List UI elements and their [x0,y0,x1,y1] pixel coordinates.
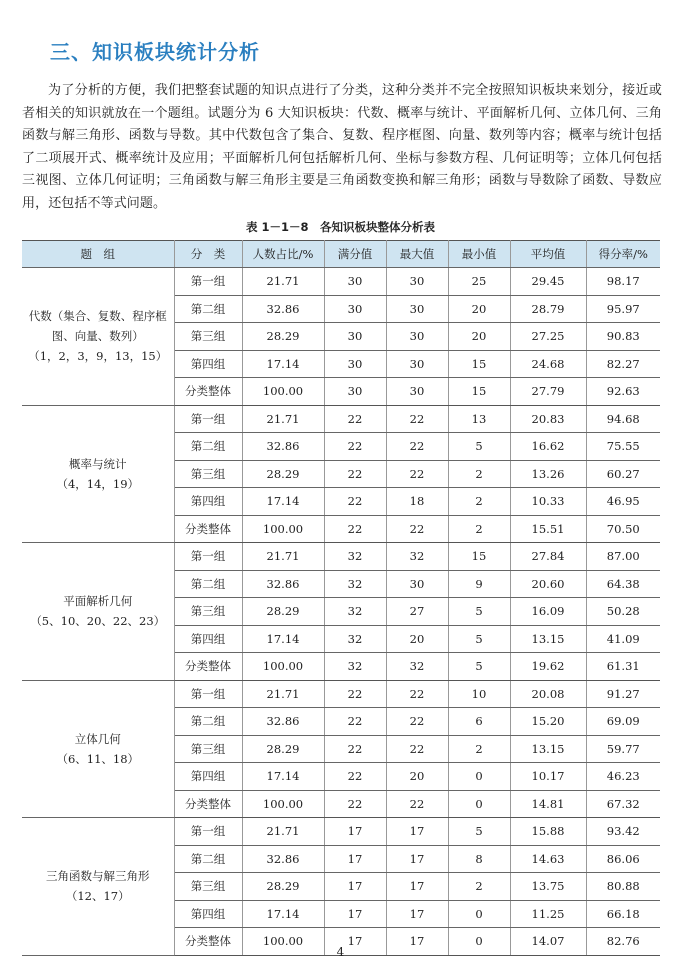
cell-rate: 59.77 [586,735,660,763]
cell-min: 13 [448,405,510,433]
cell-min: 15 [448,350,510,378]
cell-mean: 20.83 [510,405,586,433]
cell-rate: 66.18 [586,900,660,928]
section-heading: 三、知识板块统计分析 [50,40,260,64]
cell-full: 32 [324,625,386,653]
cell-category: 第三组 [174,323,242,351]
table-caption: 表 1－1－8 各知识板块整体分析表 [245,220,435,234]
cell-max: 20 [386,625,448,653]
cell-share: 100.00 [242,378,324,406]
cell-mean: 13.15 [510,625,586,653]
cell-mean: 27.79 [510,378,586,406]
cell-mean: 16.62 [510,433,586,461]
cell-min: 6 [448,708,510,736]
cell-rate: 46.95 [586,488,660,516]
cell-full: 32 [324,543,386,571]
cell-full: 30 [324,378,386,406]
cell-full: 30 [324,268,386,296]
header-full: 满分值 [324,241,386,268]
cell-share: 100.00 [242,515,324,543]
cell-max: 32 [386,653,448,681]
cell-min: 10 [448,680,510,708]
cell-full: 22 [324,488,386,516]
cell-mean: 27.25 [510,323,586,351]
cell-share: 32.86 [242,433,324,461]
cell-min: 20 [448,323,510,351]
cell-max: 22 [386,680,448,708]
cell-rate: 80.88 [586,873,660,901]
cell-full: 22 [324,735,386,763]
cell-mean: 29.45 [510,268,586,296]
cell-full: 32 [324,570,386,598]
cell-min: 8 [448,845,510,873]
cell-full: 22 [324,515,386,543]
cell-category: 分类整体 [174,790,242,818]
cell-category: 第三组 [174,460,242,488]
cell-share: 100.00 [242,790,324,818]
cell-min: 2 [448,460,510,488]
cell-min: 15 [448,378,510,406]
header-mean: 平均值 [510,241,586,268]
cell-max: 30 [386,378,448,406]
header-category: 分 类 [174,241,242,268]
cell-max: 17 [386,873,448,901]
cell-rate: 41.09 [586,625,660,653]
cell-category: 第二组 [174,845,242,873]
cell-full: 30 [324,295,386,323]
group-items: （12、17） [65,889,130,904]
table-header-row [22,241,660,268]
table-body [22,268,660,956]
cell-max: 30 [386,268,448,296]
table-row [22,405,660,433]
cell-category: 第四组 [174,488,242,516]
table-row [22,543,660,571]
cell-category: 第四组 [174,625,242,653]
cell-share: 32.86 [242,295,324,323]
table-row [22,818,660,846]
cell-mean: 10.33 [510,488,586,516]
cell-min: 0 [448,928,510,956]
cell-share: 17.14 [242,350,324,378]
cell-min: 5 [448,653,510,681]
cell-category: 第四组 [174,900,242,928]
cell-full: 30 [324,323,386,351]
cell-share: 17.14 [242,625,324,653]
cell-share: 100.00 [242,928,324,956]
header-min: 最小值 [448,241,510,268]
cell-min: 0 [448,790,510,818]
cell-min: 0 [448,763,510,791]
cell-min: 2 [448,873,510,901]
cell-rate: 50.28 [586,598,660,626]
cell-min: 5 [448,433,510,461]
cell-mean: 14.63 [510,845,586,873]
cell-rate: 92.63 [586,378,660,406]
cell-category: 第一组 [174,543,242,571]
cell-max: 17 [386,845,448,873]
cell-mean: 14.07 [510,928,586,956]
cell-share: 100.00 [242,653,324,681]
cell-full: 22 [324,680,386,708]
cell-mean: 24.68 [510,350,586,378]
cell-category: 第一组 [174,818,242,846]
cell-min: 25 [448,268,510,296]
cell-category: 第三组 [174,735,242,763]
cell-full: 17 [324,900,386,928]
cell-min: 5 [448,598,510,626]
cell-rate: 86.06 [586,845,660,873]
cell-min: 5 [448,818,510,846]
intro-paragraph: 为了分析的方便，我们把整套试题的知识点进行了分类，这种分类并不完全按照知识板块来划分，接近或者相关的知识就放在一个题组。试题分为 6 大知识板块：代数、概率与统计、平面解析几何、立体几何、三角函数与解三角形、函数与导数。其中代数包含了集合、复数、程序框图、向量、数列等内容；概率与统计包括了二项展开式、概率统计及应用；平面解析几何包括解析几何、坐标与参数方程、几何证明等；立体几何包括三视图、立体几何证明；三角函数与解三角形主要是三角函数变换和解三角形；函数与导数除了函数、导数应用，还包括不等式问题。 [22,83,662,211]
cell-max: 22 [386,405,448,433]
cell-rate: 90.83 [586,323,660,351]
cell-rate: 64.38 [586,570,660,598]
cell-rate: 67.32 [586,790,660,818]
group-cell [22,268,174,406]
cell-share: 17.14 [242,900,324,928]
cell-category: 第四组 [174,350,242,378]
cell-max: 22 [386,515,448,543]
cell-max: 22 [386,735,448,763]
cell-share: 17.14 [242,488,324,516]
cell-rate: 98.17 [586,268,660,296]
cell-max: 30 [386,350,448,378]
header-rate: 得分率/% [586,241,660,268]
cell-mean: 10.17 [510,763,586,791]
cell-share: 28.29 [242,735,324,763]
cell-category: 第一组 [174,680,242,708]
cell-mean: 13.15 [510,735,586,763]
cell-rate: 95.97 [586,295,660,323]
cell-full: 22 [324,405,386,433]
group-cell [22,543,174,681]
cell-mean: 19.62 [510,653,586,681]
cell-max: 22 [386,460,448,488]
cell-mean: 15.20 [510,708,586,736]
cell-full: 22 [324,790,386,818]
table-row [22,268,660,296]
cell-rate: 82.76 [586,928,660,956]
cell-rate: 93.42 [586,818,660,846]
cell-share: 21.71 [242,680,324,708]
cell-share: 28.29 [242,460,324,488]
cell-min: 20 [448,295,510,323]
cell-share: 21.71 [242,543,324,571]
cell-rate: 60.27 [586,460,660,488]
cell-mean: 14.81 [510,790,586,818]
cell-category: 分类整体 [174,653,242,681]
cell-max: 30 [386,295,448,323]
cell-full: 32 [324,598,386,626]
group-cell [22,818,174,956]
header-share: 人数占比/% [242,241,324,268]
group-name: 立体几何 [74,731,121,746]
cell-max: 22 [386,433,448,461]
cell-mean: 27.84 [510,543,586,571]
cell-category: 第一组 [174,268,242,296]
cell-share: 32.86 [242,845,324,873]
group-items: （6、11、18） [56,751,140,766]
cell-full: 17 [324,873,386,901]
cell-share: 28.29 [242,323,324,351]
cell-rate: 46.23 [586,763,660,791]
cell-min: 2 [448,515,510,543]
cell-rate: 69.09 [586,708,660,736]
cell-max: 30 [386,323,448,351]
cell-category: 第二组 [174,570,242,598]
group-cell [22,405,174,543]
cell-mean: 15.51 [510,515,586,543]
cell-max: 22 [386,790,448,818]
group-items: （1，2，3，9，13，15） [28,349,168,364]
group-cell [22,680,174,818]
cell-category: 第三组 [174,598,242,626]
cell-full: 32 [324,653,386,681]
cell-mean: 28.79 [510,295,586,323]
cell-category: 第二组 [174,433,242,461]
cell-full: 22 [324,433,386,461]
header-max: 最大值 [386,241,448,268]
cell-min: 2 [448,735,510,763]
page-number: 4 [336,945,345,959]
cell-share: 32.86 [242,708,324,736]
cell-share: 21.71 [242,818,324,846]
cell-share: 21.71 [242,405,324,433]
cell-mean: 13.26 [510,460,586,488]
cell-category: 分类整体 [174,378,242,406]
cell-full: 17 [324,845,386,873]
cell-full: 17 [324,818,386,846]
cell-max: 17 [386,928,448,956]
cell-full: 22 [324,708,386,736]
cell-max: 22 [386,708,448,736]
cell-max: 27 [386,598,448,626]
cell-min: 15 [448,543,510,571]
cell-max: 18 [386,488,448,516]
cell-full: 22 [324,763,386,791]
cell-share: 32.86 [242,570,324,598]
cell-category: 分类整体 [174,515,242,543]
group-items: （4，14，19） [56,476,140,491]
group-name: 平面解析几何 [63,594,133,609]
cell-category: 第二组 [174,295,242,323]
cell-max: 32 [386,543,448,571]
cell-rate: 61.31 [586,653,660,681]
cell-rate: 91.27 [586,680,660,708]
cell-min: 9 [448,570,510,598]
group-name: 代数（集合、复数、程序框图、向量、数列） [28,309,167,344]
cell-rate: 94.68 [586,405,660,433]
cell-max: 20 [386,763,448,791]
group-name: 概率与统计 [69,456,127,471]
cell-rate: 87.00 [586,543,660,571]
cell-mean: 13.75 [510,873,586,901]
cell-mean: 20.08 [510,680,586,708]
cell-full: 22 [324,460,386,488]
cell-rate: 82.27 [586,350,660,378]
cell-full: 17 [324,928,386,956]
cell-share: 21.71 [242,268,324,296]
cell-mean: 20.60 [510,570,586,598]
cell-category: 第四组 [174,763,242,791]
cell-rate: 70.50 [586,515,660,543]
cell-category: 第二组 [174,708,242,736]
cell-share: 17.14 [242,763,324,791]
cell-min: 0 [448,900,510,928]
cell-mean: 11.25 [510,900,586,928]
group-name: 三角函数与解三角形 [46,869,150,884]
cell-share: 28.29 [242,873,324,901]
cell-mean: 15.88 [510,818,586,846]
cell-min: 2 [448,488,510,516]
cell-max: 17 [386,818,448,846]
cell-mean: 16.09 [510,598,586,626]
cell-category: 第三组 [174,873,242,901]
cell-max: 30 [386,570,448,598]
knowledge-block-table [22,240,660,956]
table-row [22,680,660,708]
cell-category: 第一组 [174,405,242,433]
header-group: 题 组 [22,241,174,268]
cell-share: 28.29 [242,598,324,626]
cell-rate: 75.55 [586,433,660,461]
cell-max: 17 [386,900,448,928]
cell-category: 分类整体 [174,928,242,956]
cell-full: 30 [324,350,386,378]
group-items: （5、10、20、22、23） [30,614,166,629]
cell-min: 5 [448,625,510,653]
